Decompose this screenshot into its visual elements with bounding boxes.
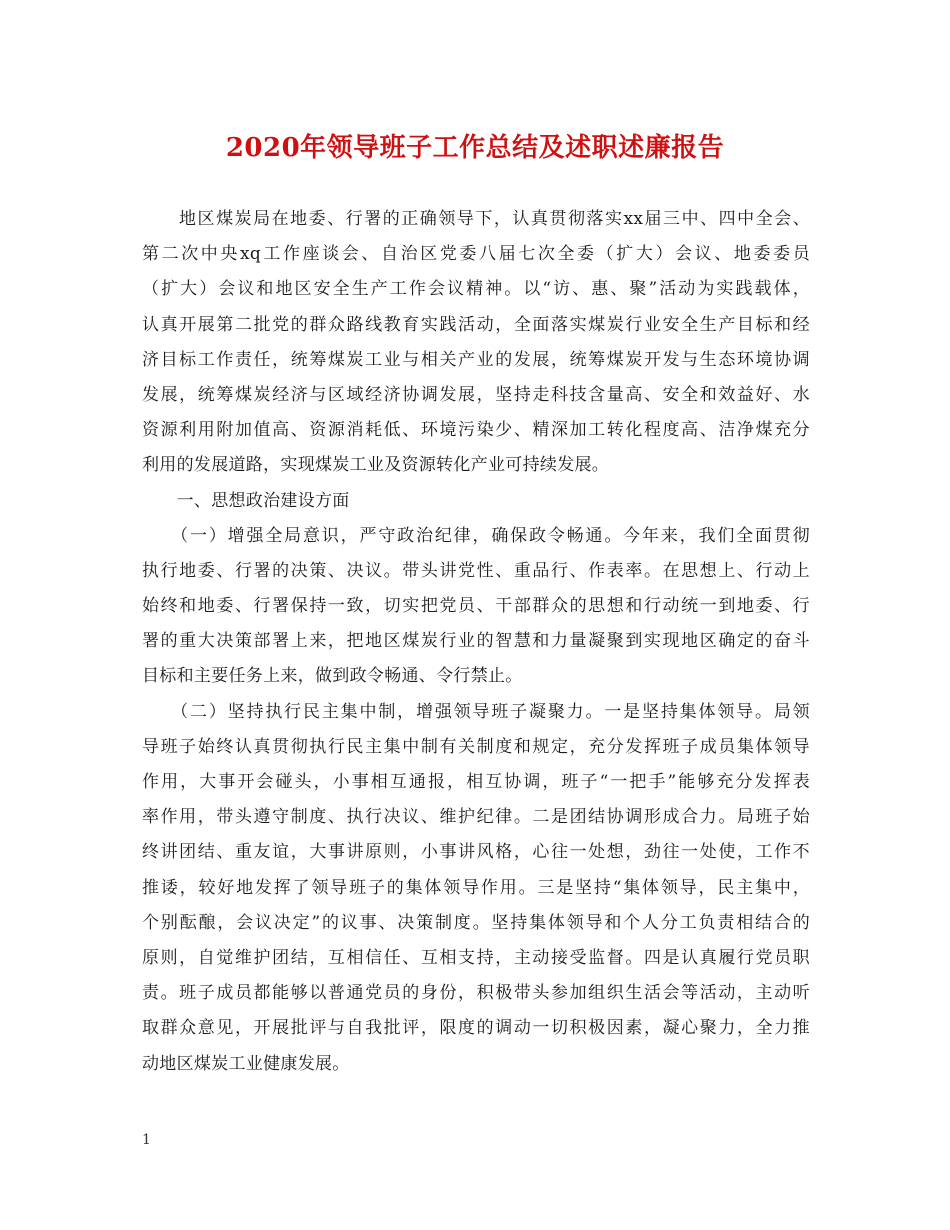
body-line: 济目标工作责任，统筹煤炭工业与相关产业的发展，统筹煤炭开发与生态环境协调 (142, 349, 810, 370)
body-line: 发展，统筹煤炭经济与区域经济协调发展，坚持走科技含量高、安全和效益好、水 (142, 384, 810, 405)
page-number: 1 (142, 1132, 151, 1148)
section-heading: 一、思想政治建设方面 (142, 490, 350, 511)
body-line: 率作用，带头遵守制度、执行决议、维护纪律。二是团结协调形成合力。局班子始 (142, 807, 810, 828)
body-line: 责。班子成员都能够以普通党员的身份，积极带头参加组织生活会等活动，主动听 (142, 983, 810, 1004)
body-line: 作用，大事开会碰头，小事相互通报，相互协调，班子“一把手”能够充分发挥表 (142, 772, 810, 792)
body-line: 推诿，较好地发挥了领导班子的集体领导作用。三是坚持“集体领导，民主集中， (142, 877, 810, 898)
body-line: 取群众意见，开展批评与自我批评，限度的调动一切积极因素，凝心聚力，全力推 (142, 1018, 810, 1039)
body-line: （扩大）会议和地区安全生产工作会议精神。以“访、惠、聚”活动为实践载体， (142, 279, 810, 300)
body-line: 署的重大决策部署上来，把地区煤炭行业的智慧和力量凝聚到实现地区确定的奋斗 (142, 631, 810, 652)
body-line: 终讲团结、重友谊，大事讲原则，小事讲风格，心往一处想，劲往一处使，工作不 (142, 842, 810, 863)
body-line: 执行地委、行署的决策、决议。带头讲党性、重品行、作表率。在思想上、行动上 (142, 560, 810, 581)
body-line: 目标和主要任务上来，做到政令畅通、令行禁止。 (142, 666, 523, 687)
body-line: 原则，自觉维护团结，互相信任、互相支持，主动接受监督。四是认真履行党员职 (142, 947, 810, 968)
body-line: 动地区煤炭工业健康发展。 (142, 1053, 350, 1074)
body-line: （一）增强全局意识，严守政治纪律，确保政令畅通。今年来，我们全面贯彻 (142, 525, 810, 546)
body-line: （二）坚持执行民主集中制，增强领导班子凝聚力。一是坚持集体领导。局领 (142, 701, 810, 722)
body-line: 认真开展第二批党的群众路线教育实践活动，全面落实煤炭行业安全生产目标和经 (142, 314, 810, 335)
body-line: 地区煤炭局在地委、行署的正确领导下，认真贯彻落实xx届三中、四中全会、 (142, 209, 810, 229)
document-body (142, 202, 810, 1082)
body-line: 资源利用附加值高、资源消耗低、环境污染少、精深加工转化程度高、洁净煤充分 (142, 420, 810, 441)
body-line: 导班子始终认真贯彻执行民主集中制有关制度和规定，充分发挥班子成员集体领导 (142, 736, 810, 757)
body-line: 第二次中央xq工作座谈会、自治区党委八届七次全委（扩大）会议、地委委员 (142, 244, 810, 265)
body-line: 利用的发展道路，实现煤炭工业及资源转化产业可持续发展。 (142, 455, 610, 476)
body-line: 始终和地委、行署保持一致，切实把党员、干部群众的思想和行动统一到地委、行 (142, 596, 810, 617)
body-line: 个别酝酿，会议决定”的议事、决策制度。坚持集体领导和个人分工负责相结合的 (142, 912, 810, 933)
document-title: 2020年领导班子工作总结及述职述廉报告 (225, 133, 725, 163)
